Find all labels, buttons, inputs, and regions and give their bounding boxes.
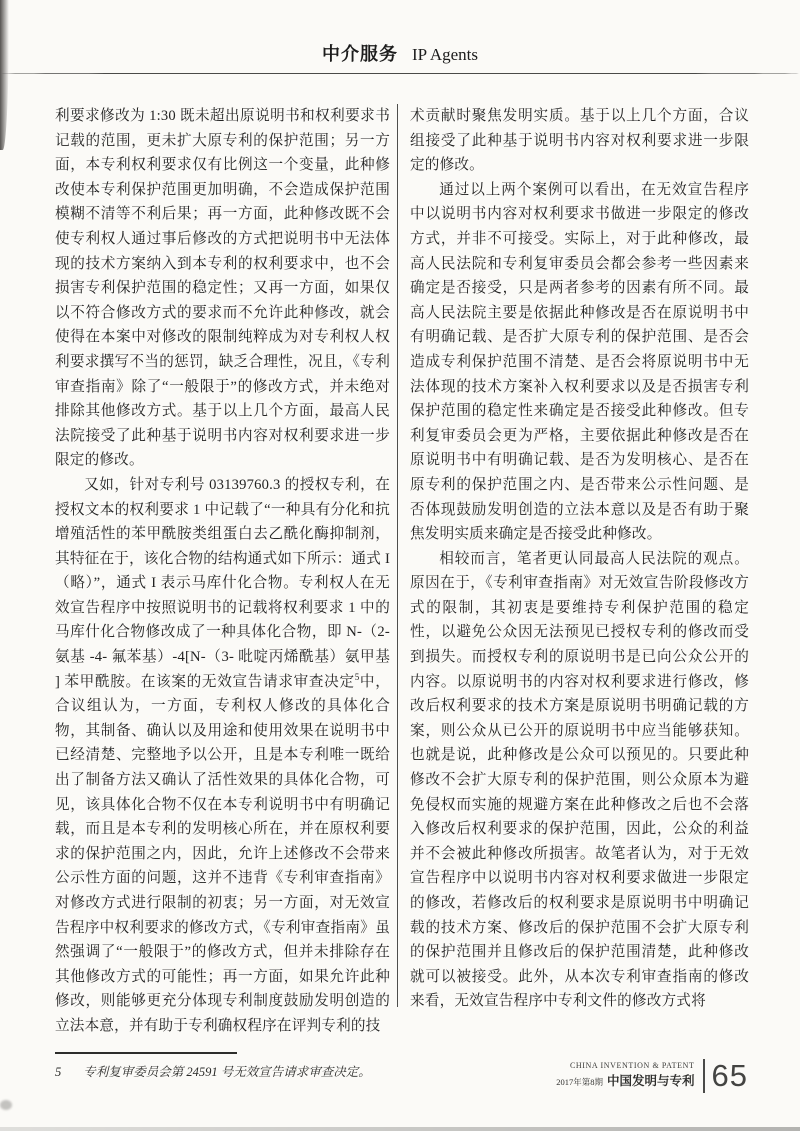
footer-divider-bar	[703, 1059, 705, 1093]
footnote-block	[55, 1052, 390, 1081]
page-number: 65	[711, 1058, 748, 1093]
right-column	[410, 104, 749, 1014]
paragraph: 相较而言，笔者更认同最高人民法院的观点。原因在于，《专利审查指南》对无效宣告阶段修改方式的限制，其初衷是要维持专利保护范围的稳定性，以避免公众因无法预见已授权专利的修改而受到损失。而授权专利的原说明书是已向公众公开的内容。以原说明书的内容对权利要求进行修改，修改后权利要求的技术方案是原说明书明确记载的方案，则公众从已公开的原说明书中应当能够获知。也就是说，此种修改是公众可以预见的。只要此种修改不会扩大原专利的保护范围，则公众原本为避免侵权而实施的规避方案在此种修改之后也不会落入修改后权利要求的保护范围，因此，公众的利益并不会被此种修改所损害。故笔者认为，对于无效宣告程序中以说明书内容对权利要求做进一步限定的修改，若修改后的权利要求是原说明书中明确记载的技术方案、修改后的保护范围不会扩大原专利的保护范围并且修改后的保护范围清楚，此种修改就可以被接受。此外，从本次专利审查指南的修改来看，无效宣告程序中专利文件的修改方式将	[410, 550, 749, 1010]
paragraph-text: 又如，针对专利号 03139760.3 的授权专利，在授权文本的权利要求 1 中记载了“一种具有分化和抗增殖活性的苯甲酰胺类组蛋白去乙酰化酶抑制剂，其特征在于，该化合物的结构通式如下所示：通式 I（略）”，通式 I 表示马库什化合物。专利权人在无效宣告程序中按照说明书的记载将权利要求 1 中的马库什化合物修改成了一种具体化合物，即 N-（2- 氨基 -4- 氟苯基）-4[N-（3- 吡啶丙烯酰基）氨甲基 ] 苯甲酰胺。在该案的无效宣告请求审查决定	[55, 476, 390, 690]
page-footer	[556, 1058, 748, 1094]
left-column	[55, 104, 390, 1081]
journal-name-en: CHINA INVENTION & PATENT	[569, 1061, 695, 1070]
section-title-zh: 中介服务	[322, 44, 399, 64]
scan-edge-shadow-bottom	[0, 1127, 800, 1131]
scan-edge-shadow-top-left	[0, 0, 9, 150]
issue-label: 2017年第8期	[556, 1077, 603, 1087]
paragraph	[55, 473, 390, 1039]
section-title-en: IP Agents	[412, 45, 478, 64]
journal-name-zh: 中国发明与专利	[607, 1074, 695, 1088]
footnote-reference: 5	[354, 671, 360, 682]
footnote-text: 专利复审委员会第 24591 号无效宣告请求审查决定。	[83, 1064, 371, 1079]
article-body	[55, 104, 749, 1081]
footnote-marker: 5	[55, 1064, 62, 1079]
paragraph-text: 中，合议组认为，一方面，专利权人修改的具体化合物，其制备、确认以及用途和使用效果在说明书中已经清楚、完整地予以公开，且是本专利唯一既给出了制备方法又确认了活性效果的具体化合物，可见，该具体化合物不仅在本专利说明书中有明确记载，而且是本专利的发明核心所在，并在原权利要求的保护范围之内，因此，允许上述修改不会带来公示性方面的问题，这并不违背《专利审查指南》对修改方式进行限制的初衷；另一方面，对无效宣告程序中权利要求的修改方式，《专利审查指南》虽然强调了“一般限于”的修改方式，但并未排除存在其他修改方式的可能性；再一方面，如果允许此种修改，则能够更充分体现专利制度鼓励发明创造的立法本意，并有助于专利确权程序在评判专利的技	[55, 673, 390, 1034]
journal-issue-line	[556, 1071, 694, 1091]
scan-speck	[0, 1100, 12, 1110]
paragraph: 利要求修改为 1:30 既未超出原说明书和权利要求书记载的范围，更未扩大原专利的保护范围；另一方面，本专利权利要求仅有比例这一个变量，此种修改使本专利保护范围更加明确，不会造成保护范围模糊不清等不利后果；再一方面，此种修改既不会使专利权人通过事后修改的方式把说明书中无法体现的技术方案纳入到本专利的权利要求中，也不会损害专利保护范围的稳定性；又再一方面，如果仅以不符合修改方式的要求而不允许此种修改，就会使得在本案中对修改的限制纯粹成为对专利权人权利要求撰写不当的惩罚，缺乏合理性，况且，《专利审查指南》除了“一般限于”的修改方式，并未绝对排除其他修改方式。基于以上几个方面，最高人民法院接受了此种基于说明书内容对权利要求进一步限定的修改。	[55, 108, 390, 469]
page-header	[0, 40, 800, 66]
footnote-separator	[55, 1052, 237, 1054]
footnote	[55, 1063, 390, 1081]
header-rule	[0, 73, 800, 74]
paragraph: 术贡献时聚焦发明实质。基于以上几个方面，合议组接受了此种基于说明书内容对权利要求进一步限定的修改。	[410, 108, 749, 174]
paragraph: 通过以上两个案例可以看出，在无效宣告程序中以说明书内容对权利要求书做进一步限定的修改方式，并非不可接受。实际上，对于此种修改，最高人民法院和专利复审委员会都会参考一些因素来确定是否接受，只是两者参考的因素有所不同。最高人民法院主要是依据此种修改是否在原说明书中有明确记载、是否扩大原专利的保护范围、是否会造成专利保护范围不清楚、是否会将原说明书中无法体现的技术方案补入权利要求以及是否损害专利保护范围的稳定性来确定是否接受此种修改。但专利复审委员会更为严格，主要依据此种修改是否在原说明书中有明确记载、是否为发明核心、是否在原专利的保护范围之内、是否带来公示性问题、是否体现鼓励发明创造的立法本意以及是否有助于聚焦发明实质来确定是否接受此种修改。	[410, 181, 749, 543]
column-divider	[397, 104, 398, 1007]
journal-info	[556, 1061, 694, 1091]
